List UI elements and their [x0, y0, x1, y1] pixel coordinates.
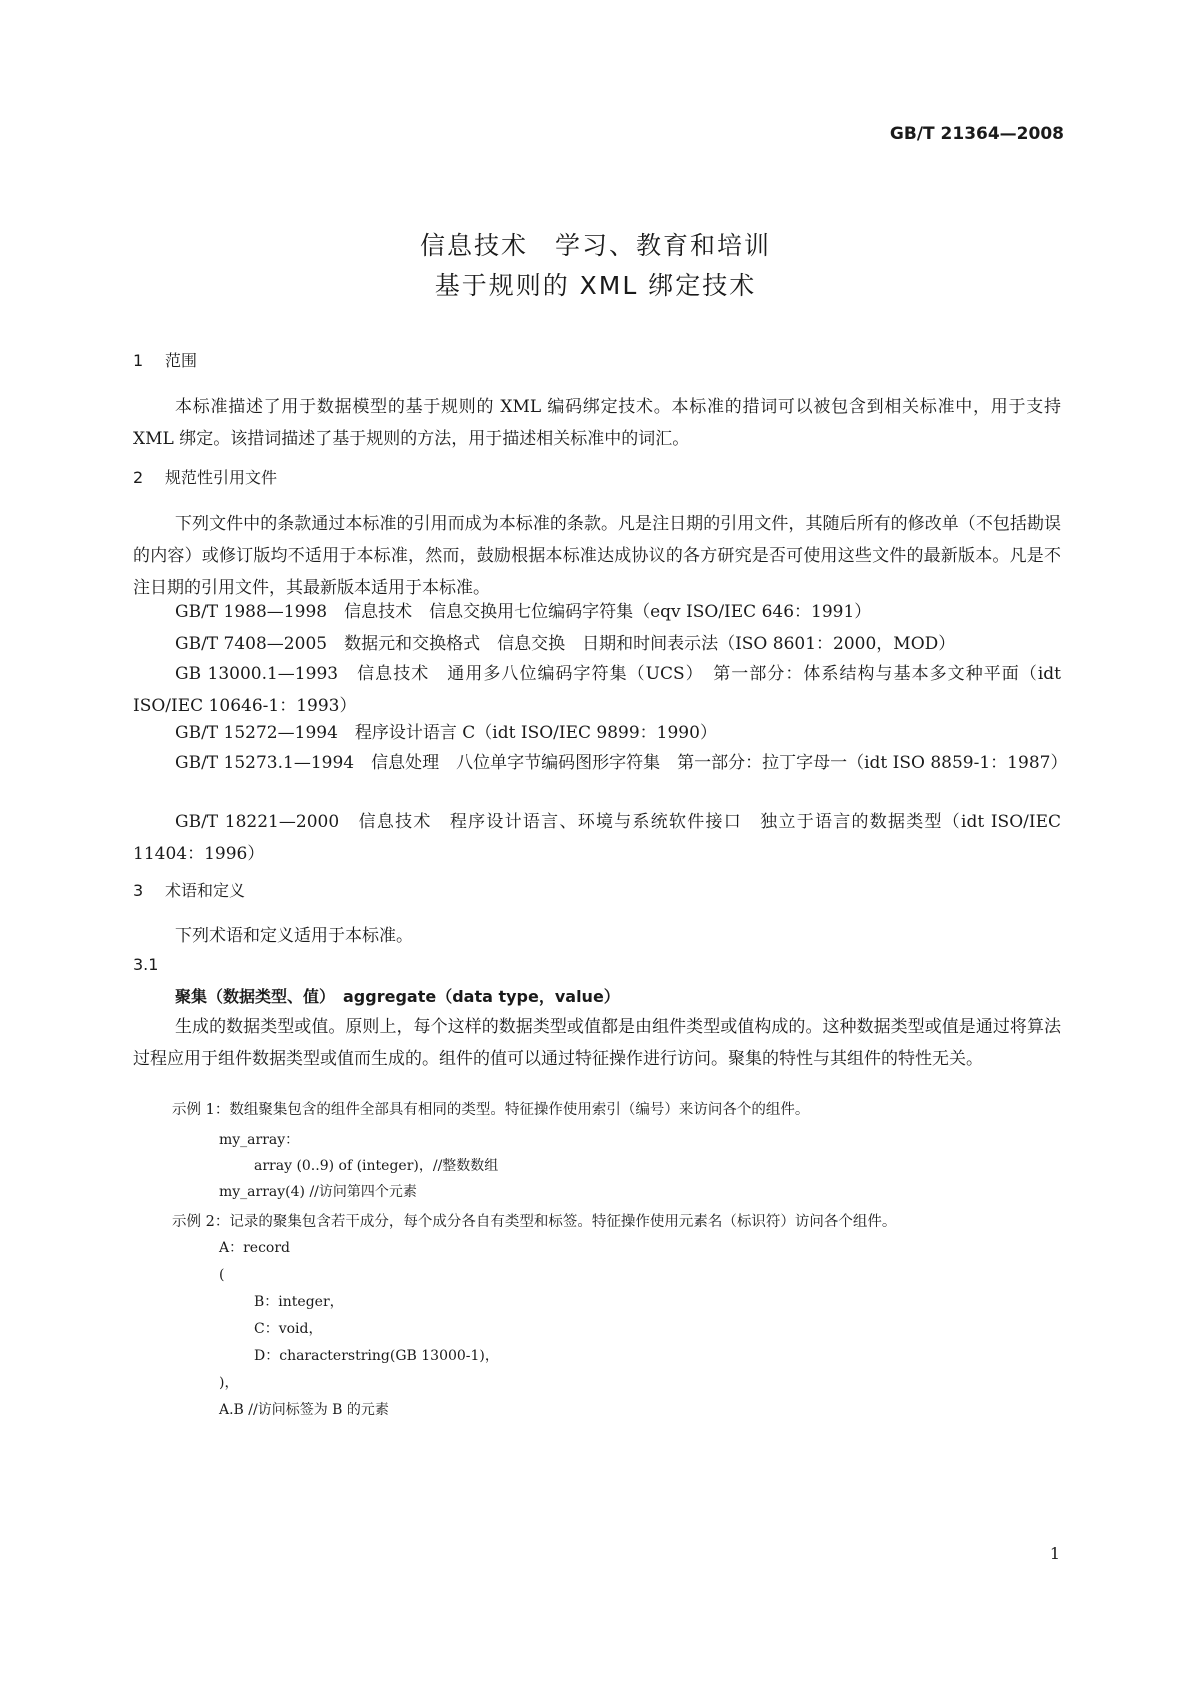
reference-item: GB/T 18221—2000 信息技术 程序设计语言、环境与系统软件接口 独立于语言的数据类型（idt ISO/IEC 11404：1996） — [133, 812, 1061, 864]
example-1-text: 示例 1：数组聚集包含的组件全部具有相同的类型。特征操作使用索引（编号）来访问各个的组件。 — [172, 1102, 810, 1118]
terms-intro-paragraph: 下列术语和定义适用于本标准。 — [175, 926, 413, 946]
normative-intro-paragraph: 下列文件中的条款通过本标准的引用而成为本标准的条款。凡是注日期的引用文件，其随后所有的修改单（不包括勘误的内容）或修订版均不适用于本标准，然而，鼓励根据本标准达成协议的各方研究是否可使用这些文件的最新版本。凡是不注日期的引用文件，其最新版本适用于本标准。 — [133, 514, 1061, 598]
code-line: )， — [219, 1375, 239, 1391]
title-line-1: 信息技术 学习、教育和培训 — [419, 231, 771, 260]
term-definition: 生成的数据类型或值。原则上，每个这样的数据类型或值都是由组件类型或值构成的。这种数据类型或值是通过将算法过程应用于组件数据类型或值而生成的。组件的值可以通过特征操作进行访问。聚集的特性与其组件的特性无关。 — [133, 1017, 1061, 1069]
section-number: 1 — [133, 351, 144, 370]
section-3-heading — [133, 880, 245, 902]
scope-paragraph: 本标准描述了用于数据模型的基于规则的 XML 编码绑定技术。本标准的措词可以被包含到相关标准中，用于支持 XML 绑定。该措词描述了基于规则的方法，用于描述相关标准中的词汇。 — [133, 397, 1061, 449]
reference-item: GB/T 7408—2005 数据元和交换格式 信息交换 日期和时间表示法（ISO 8601：2000，MOD） — [175, 634, 956, 654]
title-line-2: 基于规则的 XML 绑定技术 — [434, 271, 757, 300]
document-title — [0, 226, 1191, 306]
term-name: 聚集（数据类型、值） aggregate（data type，value） — [175, 987, 620, 1006]
code-line: my_array： — [219, 1132, 300, 1148]
code-line: A：record — [219, 1240, 291, 1256]
code-line: my_array(4) //访问第四个元素 — [219, 1184, 417, 1200]
term-number: 3.1 — [133, 955, 159, 974]
section-title: 范围 — [165, 351, 198, 370]
reference-item: GB/T 1988—1998 信息技术 信息交换用七位编码字符集（eqv ISO/IEC 646：1991） — [175, 602, 872, 622]
page-number: 1 — [1049, 1544, 1060, 1563]
code-line: D：characterstring(GB 13000-1)， — [254, 1348, 499, 1364]
example-2-text: 示例 2：记录的聚集包含若干成分，每个成分各自有类型和标签。特征操作使用元素名（标识符）访问各个组件。 — [172, 1214, 897, 1230]
standard-number: GB/T 21364—2008 — [889, 124, 1064, 144]
code-line: B：integer， — [254, 1294, 344, 1310]
section-title: 规范性引用文件 — [165, 468, 278, 487]
reference-item: GB 13000.1—1993 信息技术 通用多八位编码字符集（UCS） 第一部分：体系结构与基本多文种平面（idt ISO/IEC 10646-1：1993） — [133, 664, 1061, 716]
code-line: array (0..9) of (integer)，//整数数组 — [254, 1158, 499, 1174]
code-line: A.B //访问标签为 B 的元素 — [219, 1402, 389, 1418]
section-number: 3 — [133, 881, 144, 900]
section-2-heading — [133, 467, 277, 489]
section-1-heading — [133, 350, 197, 372]
reference-item: GB/T 15273.1—1994 信息处理 八位单字节编码图形字符集 第一部分：拉丁字母一（idt ISO 8859-1：1987） — [175, 753, 1068, 773]
reference-item: GB/T 15272—1994 程序设计语言 C（idt ISO/IEC 9899：1990） — [175, 723, 717, 743]
code-line: C：void， — [254, 1321, 323, 1337]
section-number: 2 — [133, 468, 144, 487]
section-title: 术语和定义 — [165, 881, 246, 900]
code-line: ( — [219, 1267, 225, 1283]
